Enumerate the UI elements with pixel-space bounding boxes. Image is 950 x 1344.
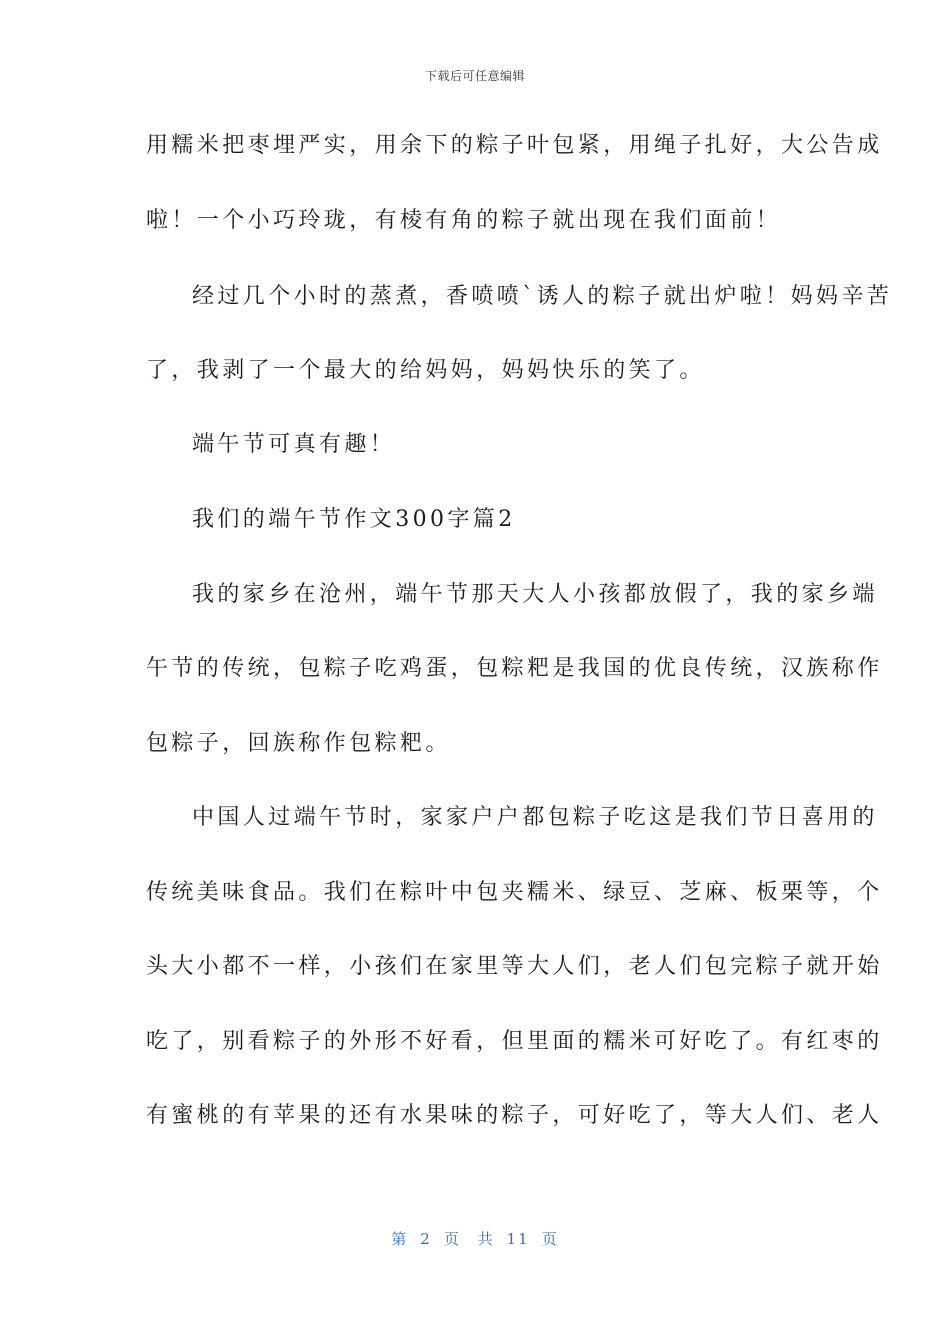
text-line: 有蜜桃的有苹果的还有水果味的粽子，可好吃了，等大人们、老人 (146, 1103, 883, 1128)
text-line: 传统美味食品。我们在粽叶中包夹糯米、绿豆、芝麻、板栗等，个 (146, 880, 883, 905)
total-pages-number: 11 (506, 1230, 530, 1248)
text-line: 用糯米把枣埋严实，用余下的粽子叶包紧，用绳子扎好，大公告成 (146, 133, 883, 158)
text-line: 啦！一个小巧玲珑，有棱有角的粽子就出现在我们面前！ (146, 208, 782, 233)
paragraph-start-line: 端午节可真有趣！ (192, 432, 396, 457)
page-label-prefix: 第 (391, 1230, 409, 1248)
page-label-suffix: 页 (541, 1230, 559, 1248)
text-line: 头大小都不一样，小孩们在家里等大人们，老人们包完粽子就开始 (146, 954, 883, 979)
paragraph-start-line: 中国人过端午节时，家家户户都包粽子吃这是我们节日喜用的 (192, 805, 878, 830)
paragraph-start-line: 经过几个小时的蒸煮，香喷喷`诱人的粽子就出炉啦！妈妈辛苦 (192, 284, 893, 309)
text-line: 午节的传统，包粽子吃鸡蛋，包粽粑是我国的优良传统，汉族称作 (146, 656, 883, 681)
page-footer (0, 1228, 950, 1249)
text-line: 吃了，别看粽子的外形不好看，但里面的糯米可好吃了。有红枣的 (146, 1029, 883, 1054)
current-page-number: 2 (420, 1230, 432, 1248)
text-line: 了，我剥了一个最大的给妈妈，妈妈快乐的笑了。 (146, 358, 705, 383)
page-label-middle: 页 共 (443, 1230, 495, 1248)
paragraph-start-line: 我的家乡在沧州，端午节那天大人小孩都放假了，我的家乡端 (192, 582, 878, 607)
section-title: 我们的端午节作文300字篇2 (192, 507, 516, 532)
text-line: 包粽子，回族称作包粽粑。 (146, 731, 451, 756)
page-header: 下载后可任意编辑 (424, 69, 525, 83)
